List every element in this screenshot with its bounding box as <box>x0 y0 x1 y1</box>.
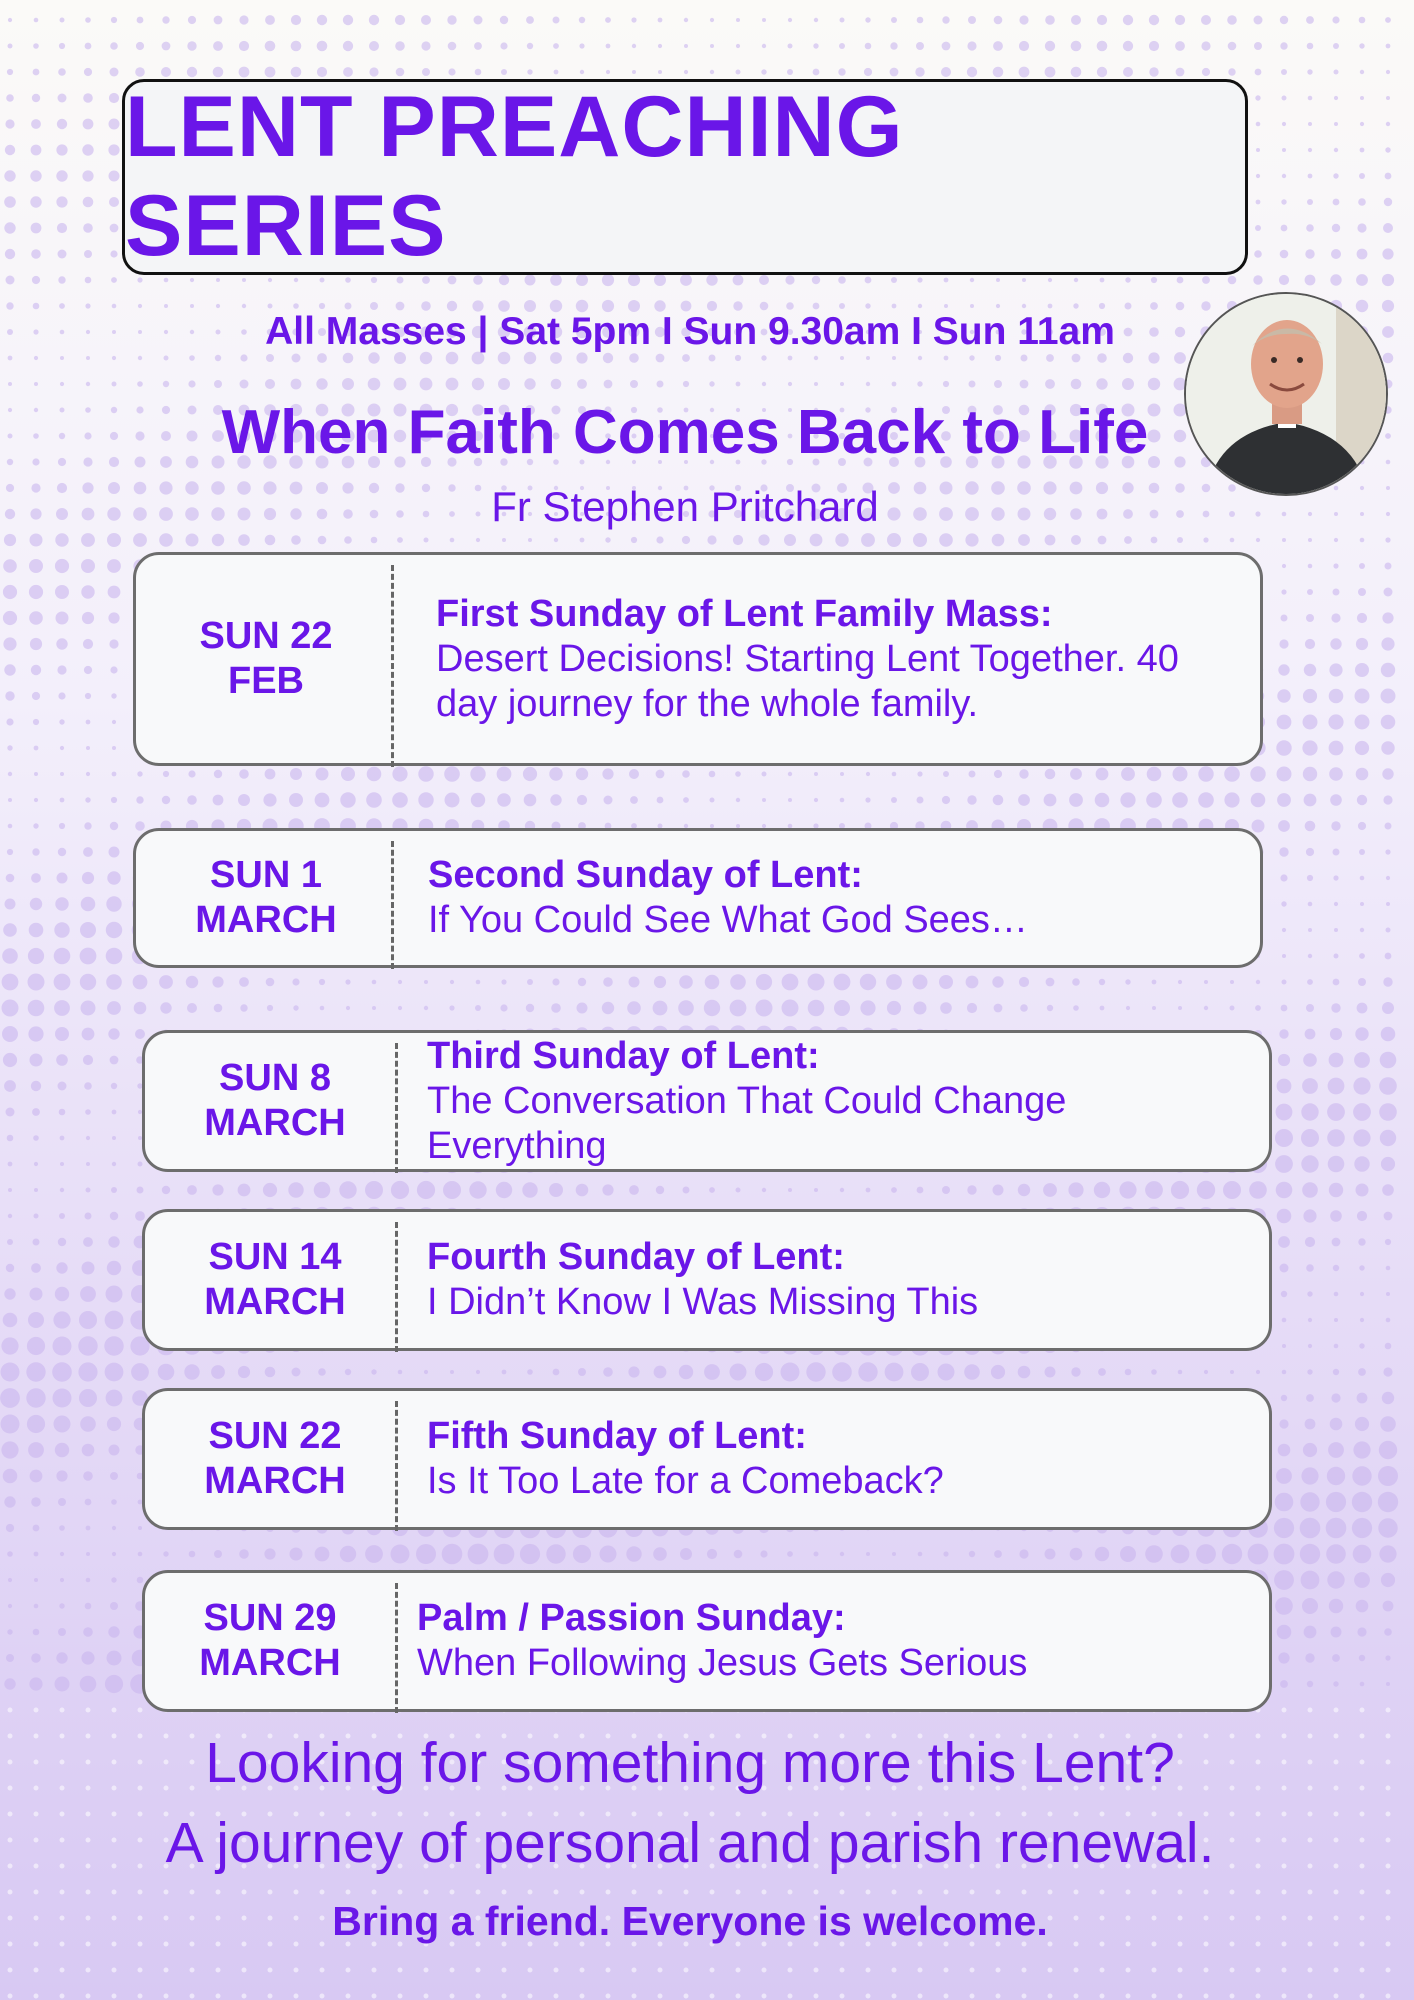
session-date <box>145 1573 395 1709</box>
session-date-day: SUN 1 <box>210 854 322 896</box>
session-date <box>136 555 396 763</box>
session-date-day: SUN 14 <box>208 1236 342 1278</box>
dashed-divider <box>395 1401 398 1531</box>
page-title: LENT PREACHING SERIES <box>125 79 904 274</box>
session-date-month: FEB <box>228 660 304 702</box>
session-card <box>133 828 1263 968</box>
session-date-month: MARCH <box>204 1460 346 1502</box>
session-date <box>136 831 396 965</box>
session-description: Desert Decisions! Starting Lent Together. 40 day journey for the whole family. <box>436 637 1179 725</box>
session-date <box>145 1212 405 1348</box>
session-heading: Second Sunday of Lent: <box>428 854 863 896</box>
session-content <box>427 1033 1239 1169</box>
session-heading: First Sunday of Lent Family Mass: <box>436 592 1053 635</box>
footer-question: Looking for something more this Lent? <box>205 1731 1175 1795</box>
session-date-month: MARCH <box>204 1281 346 1323</box>
session-card <box>133 552 1263 766</box>
session-date-month: MARCH <box>195 899 337 941</box>
dashed-divider <box>395 1222 398 1352</box>
title-banner <box>122 79 1248 275</box>
session-date-month: MARCH <box>204 1102 346 1144</box>
dashed-divider <box>391 841 394 969</box>
session-content <box>428 831 1230 965</box>
session-description: I Didn’t Know I Was Missing This <box>427 1281 979 1323</box>
session-date-day: SUN 22 <box>208 1415 342 1457</box>
session-date <box>145 1033 405 1169</box>
dashed-divider <box>391 565 394 767</box>
session-description: When Following Jesus Gets Serious <box>417 1642 1028 1684</box>
footer-invitation: Bring a friend. Everyone is welcome. <box>332 1898 1048 1944</box>
session-card <box>142 1570 1272 1712</box>
session-description: If You Could See What God Sees… <box>428 899 1028 941</box>
session-content <box>417 1573 1239 1709</box>
session-card <box>142 1030 1272 1172</box>
session-date <box>145 1391 405 1527</box>
mass-times: All Masses | Sat 5pm I Sun 9.30am I Sun 11am <box>265 310 1115 353</box>
session-date-month: MARCH <box>199 1642 341 1684</box>
session-description: The Conversation That Could Change Everything <box>427 1079 1067 1167</box>
session-heading: Third Sunday of Lent: <box>427 1034 820 1077</box>
dashed-divider <box>395 1583 398 1713</box>
session-content <box>436 555 1230 763</box>
dashed-divider <box>395 1043 398 1173</box>
session-card <box>142 1209 1272 1351</box>
session-date-day: SUN 29 <box>203 1597 337 1639</box>
session-date-day: SUN 22 <box>199 615 333 657</box>
series-title: When Faith Comes Back to Life <box>221 398 1149 467</box>
session-heading: Fifth Sunday of Lent: <box>427 1415 807 1457</box>
session-heading: Palm / Passion Sunday: <box>417 1597 846 1639</box>
preacher-name: Fr Stephen Pritchard <box>491 483 879 530</box>
session-heading: Fourth Sunday of Lent: <box>427 1236 845 1278</box>
session-card <box>142 1388 1272 1530</box>
session-content <box>427 1212 1239 1348</box>
session-date-day: SUN 8 <box>219 1057 331 1099</box>
session-description: Is It Too Late for a Comeback? <box>427 1460 944 1502</box>
footer-tagline: A journey of personal and parish renewal. <box>165 1811 1215 1875</box>
session-content <box>427 1391 1239 1527</box>
